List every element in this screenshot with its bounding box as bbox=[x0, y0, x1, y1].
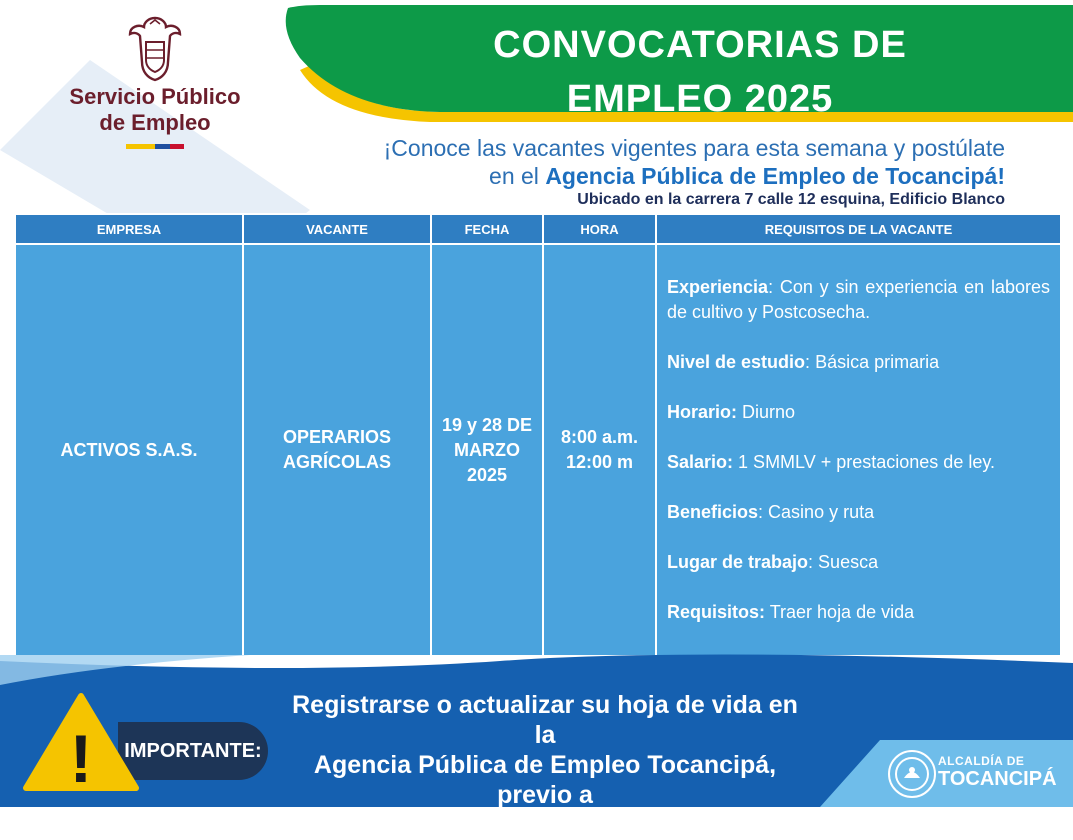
logo-text-line2: de Empleo bbox=[99, 110, 211, 135]
req-value: Con y sin experiencia en labores de cultivo y Postcosecha. bbox=[667, 277, 1050, 322]
req-horario bbox=[667, 400, 1050, 425]
title-line1: CONVOCATORIAS DE bbox=[493, 24, 907, 66]
req-label: Nivel de estudio bbox=[667, 352, 806, 372]
req-value: 1 SMMLV + prestaciones de ley. bbox=[738, 452, 996, 472]
req-requisitos bbox=[667, 600, 1050, 625]
important-notice bbox=[280, 690, 810, 840]
alcaldia-text bbox=[938, 754, 1057, 790]
warning-triangle-icon bbox=[22, 692, 140, 797]
header-requisitos: REQUISITOS DE LA VACANTE bbox=[656, 214, 1061, 244]
req-salario bbox=[667, 450, 1050, 475]
header-hora: HORA bbox=[543, 214, 656, 244]
alcaldia-line2: TOCANCIPÁ bbox=[938, 768, 1057, 790]
vacancy-table bbox=[14, 213, 1062, 657]
logo-text-line1: Servicio Público bbox=[69, 84, 241, 109]
important-label: IMPORTANTE: bbox=[118, 722, 268, 780]
notice-line3: la fecha de la convocatoria. bbox=[381, 811, 709, 839]
req-value: Básica primaria bbox=[815, 352, 940, 372]
header-empresa: EMPRESA bbox=[15, 214, 243, 244]
subtitle-line1: ¡Conoce las vacantes vigentes para esta semana y postúlate bbox=[383, 135, 1005, 161]
req-value: Casino y ruta bbox=[768, 502, 875, 522]
req-beneficios: Beneficios: Casino y ruta bbox=[667, 502, 875, 522]
req-experiencia: Experiencia: Con y sin experiencia en labores de cultivo y Postcosecha. bbox=[667, 277, 1050, 322]
header-fecha: FECHA bbox=[431, 214, 543, 244]
crest-icon bbox=[120, 14, 190, 84]
alcaldia-line1: ALCALDÍA DE bbox=[938, 754, 1025, 768]
req-value: Diurno bbox=[742, 402, 796, 422]
subtitle-line2-prefix: en el bbox=[489, 163, 546, 189]
colombia-flag-bar bbox=[126, 144, 184, 149]
req-label: Lugar de trabajo bbox=[667, 552, 809, 572]
cell-requisitos bbox=[656, 244, 1061, 656]
req-label: Salario: bbox=[667, 452, 734, 472]
cell-fecha: 19 y 28 DE MARZO 2025 bbox=[431, 244, 543, 656]
address-text: Ubicado en la carrera 7 calle 12 esquina, Edificio Blanco bbox=[577, 191, 1005, 208]
warning-glyph: ! bbox=[69, 721, 93, 797]
cell-empresa: ACTIVOS S.A.S. bbox=[15, 244, 243, 656]
cell-hora: 8:00 a.m. 12:00 m bbox=[543, 244, 656, 656]
req-nivel-estudio: Nivel de estudio: Básica primaria bbox=[667, 352, 940, 372]
req-value: Traer hoja de vida bbox=[769, 602, 915, 622]
req-label: Experiencia bbox=[667, 277, 769, 297]
req-label: Beneficios bbox=[667, 502, 759, 522]
page-title bbox=[420, 18, 980, 126]
req-lugar-trabajo: Lugar de trabajo: Suesca bbox=[667, 552, 879, 572]
notice-line1: Registrarse o actualizar su hoja de vida en la bbox=[292, 691, 798, 749]
table-row bbox=[15, 244, 1061, 656]
req-value: Suesca bbox=[818, 552, 879, 572]
cell-vacante: OPERARIOS AGRÍCOLAS bbox=[243, 244, 431, 656]
subtitle-line2-agency: Agencia Pública de Empleo de Tocancipá! bbox=[545, 163, 1005, 189]
header-vacante: VACANTE bbox=[243, 214, 431, 244]
title-line2: EMPLEO 2025 bbox=[566, 78, 834, 120]
servicio-publico-logo bbox=[40, 14, 270, 164]
req-label: Requisitos: bbox=[667, 602, 766, 622]
subtitle bbox=[384, 134, 1005, 190]
subtitle-line2 bbox=[384, 162, 1005, 190]
notice-line2: Agencia Pública de Empleo Tocancipá, previo a bbox=[313, 751, 777, 809]
alcaldia-logo bbox=[888, 748, 1057, 798]
alcaldia-emblem-icon bbox=[888, 750, 936, 798]
req-label: Horario: bbox=[667, 402, 738, 422]
table-header-row bbox=[15, 214, 1061, 244]
